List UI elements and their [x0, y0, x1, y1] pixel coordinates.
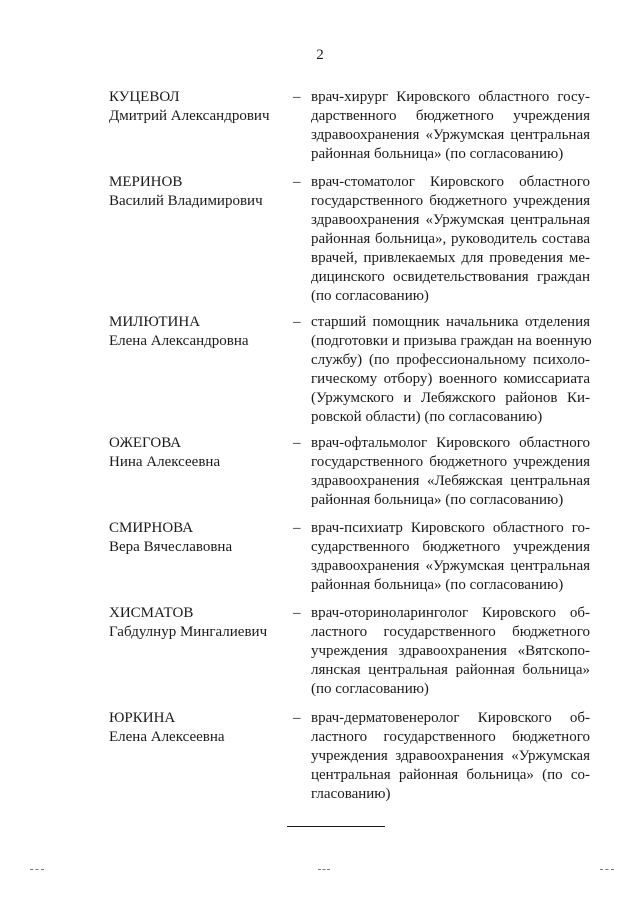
footer-rule — [287, 826, 385, 827]
role-line: старший помощник начальника отделения — [311, 314, 590, 330]
dash-separator: – — [293, 89, 301, 105]
member-role — [311, 173, 590, 306]
dash-separator: – — [293, 174, 301, 190]
role-line: здравоохранения «Уржумская центральная — [311, 212, 590, 228]
role-line: врач-оториноларинголог Кировского об- — [311, 605, 590, 621]
member-surname: СМИРНОВА — [109, 520, 194, 536]
member-role — [311, 88, 590, 164]
role-line: районная больница» (по согласованию) — [311, 492, 564, 508]
member-surname: ЮРКИНА — [109, 710, 176, 726]
role-line: районная больница» (по согласованию) — [311, 577, 564, 593]
role-line: гическому отбору) военного комиссариата — [311, 371, 590, 387]
scan-edge-mark-left — [30, 869, 44, 870]
role-line: (Уржумского и Лебяжского районов Ки- — [311, 390, 590, 406]
dash-separator: – — [293, 520, 301, 536]
member-role — [311, 313, 590, 427]
member-given-names: Дмитрий Александрович — [109, 108, 270, 124]
role-line: службу) (по профессиональному психоло- — [311, 352, 590, 368]
role-line: врачей, привлекаемых для проведения ме- — [311, 250, 590, 266]
member-name — [109, 709, 289, 747]
role-line: государственного бюджетного учреждения — [311, 193, 590, 209]
member-name — [109, 88, 289, 126]
role-line: врач-стоматолог Кировского областного — [311, 174, 590, 190]
role-line: сударственного бюджетного учреждения — [311, 539, 590, 555]
role-line: (по согласованию) — [311, 288, 429, 304]
role-line: районная больница» (по согласованию) — [311, 146, 564, 162]
scan-edge-mark-center — [318, 869, 330, 870]
member-given-names: Елена Александровна — [109, 333, 249, 349]
role-line: лянская центральная районная больница» — [311, 662, 590, 678]
member-role — [311, 434, 590, 510]
member-surname: МЕРИНОВ — [109, 174, 183, 190]
role-line: ластного государственного бюджетного — [311, 729, 590, 745]
role-line: ластного государственного бюджетного — [311, 624, 590, 640]
member-role — [311, 519, 590, 595]
role-line: ровской области) (по согласованию) — [311, 409, 543, 425]
member-name — [109, 173, 289, 211]
member-given-names: Вера Вячеславовна — [109, 539, 233, 555]
member-given-names: Елена Алексеевна — [109, 729, 225, 745]
role-line: центральная районная больница» (по со- — [311, 767, 590, 783]
dash-separator: – — [293, 605, 301, 621]
member-given-names: Нина Алексеевна — [109, 454, 221, 470]
role-line: здравоохранения «Уржумская центральная — [311, 558, 590, 574]
member-surname: ХИСМАТОВ — [109, 605, 194, 621]
member-name — [109, 519, 289, 557]
member-name — [109, 434, 289, 472]
role-line: (подготовки и призыва граждан на военную — [311, 333, 592, 349]
role-line: здравоохранения «Лебяжская центральная — [311, 473, 590, 489]
member-surname: ОЖЕГОВА — [109, 435, 182, 451]
dash-separator: – — [293, 710, 301, 726]
member-given-names: Василий Владимирович — [109, 193, 263, 209]
role-line: дарственного бюджетного учреждения — [311, 108, 590, 124]
role-line: учреждения здравоохранения «Вятскопо- — [311, 643, 590, 659]
role-line: учреждения здравоохранения «Уржумская — [311, 748, 590, 764]
role-line: (по согласованию) — [311, 681, 429, 697]
role-line: здравоохранения «Уржумская центральная — [311, 127, 590, 143]
member-given-names: Габдулнур Мингалиевич — [109, 624, 268, 640]
member-role — [311, 604, 590, 699]
role-line: врач-дерматовенеролог Кировского об- — [311, 710, 590, 726]
page-number: 2 — [316, 47, 324, 63]
role-line: врач-офтальмолог Кировского областного — [311, 435, 590, 451]
role-line: врач-психиатр Кировского областного го- — [311, 520, 590, 536]
role-line: дицинского освидетельствования граждан — [311, 269, 590, 285]
role-line: врач-хирург Кировского областного госу- — [311, 89, 590, 105]
member-role — [311, 709, 590, 804]
role-line: районная больница», руководитель состава — [311, 231, 590, 247]
role-line: гласованию) — [311, 786, 391, 802]
member-surname: МИЛЮТИНА — [109, 314, 201, 330]
member-name — [109, 604, 289, 642]
scan-edge-mark-right — [600, 869, 614, 870]
member-surname: КУЦЕВОЛ — [109, 89, 180, 105]
role-line: государственного бюджетного учреждения — [311, 454, 590, 470]
member-name — [109, 313, 289, 351]
dash-separator: – — [293, 314, 301, 330]
dash-separator: – — [293, 435, 301, 451]
